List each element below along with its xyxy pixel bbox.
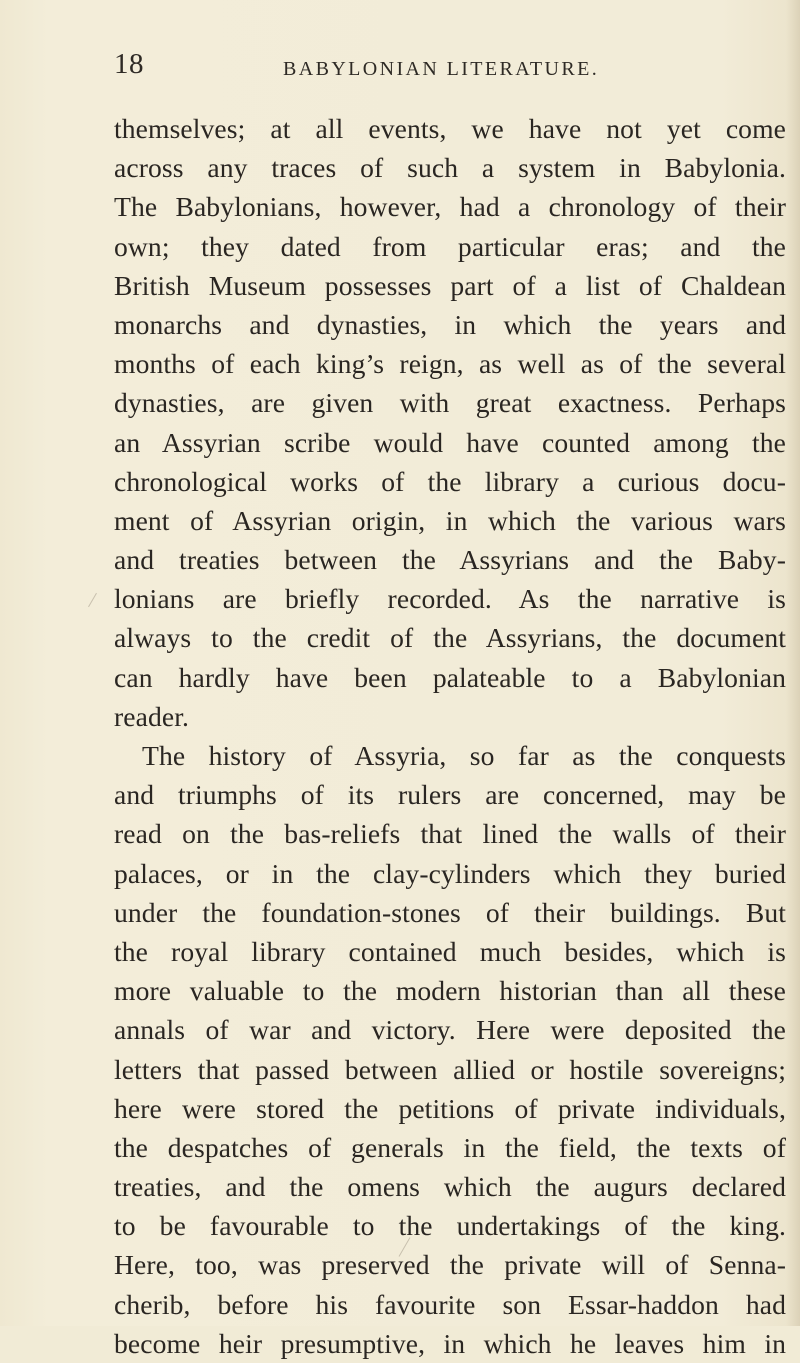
page-number: 18 (114, 48, 144, 80)
text-line: the despatches of generals in the field, the texts of (114, 1131, 786, 1163)
text-line: always to the credit of the Assyrians, the document (114, 622, 786, 654)
body-text (114, 109, 786, 1363)
text-line: read on the bas-reliefs that lined the walls of their (114, 818, 786, 850)
text-line: lonians are briefly recorded. As the narrative is (114, 583, 786, 615)
text-line: across any traces of such a system in Babylonia. (114, 152, 786, 184)
text-line: to be favourable to the undertakings of the king. (114, 1210, 786, 1242)
text-line: cherib, before his favourite son Essar-haddon had (114, 1288, 786, 1320)
page-header (0, 48, 800, 88)
text-line: chronological works of the library a curious docu- (114, 465, 786, 497)
text-line: British Museum possesses part of a list of Chaldean (114, 269, 786, 301)
text-line: treaties, and the omens which the augurs declared (114, 1171, 786, 1203)
text-line: The history of Assyria, so far as the conquests (142, 740, 786, 771)
text-line: the royal library contained much besides, which is (114, 935, 786, 967)
text-line: months of each king’s reign, as well as of the several (114, 348, 786, 380)
text-line: under the foundation-stones of their buildings. But (114, 896, 786, 928)
text-line: The Babylonians, however, had a chronology of their (114, 191, 786, 223)
text-line: Here, too, was preserved the private will of Senna- (114, 1249, 786, 1281)
text-line: an Assyrian scribe would have counted among the (114, 426, 786, 458)
text-line: become heir presumptive, in which he leaves him in (114, 1327, 786, 1359)
text-line: themselves; at all events, we have not yet come (114, 113, 786, 144)
text-line: more valuable to the modern historian than all these (114, 975, 786, 1007)
paper-blemish (88, 593, 97, 607)
text-line: own; they dated from particular eras; and the (114, 230, 786, 262)
text-line: and treaties between the Assyrians and the Baby- (114, 544, 786, 576)
text-line: ment of Assyrian origin, in which the various wars (114, 504, 786, 536)
text-line: letters that passed between allied or hostile sovereigns; (114, 1053, 786, 1085)
text-line: and triumphs of its rulers are concerned, may be (114, 779, 786, 811)
text-line: reader. (114, 700, 189, 732)
running-head: BABYLONIAN LITERATURE. (283, 58, 600, 80)
page-edge-shadow (786, 0, 800, 1326)
text-line: annals of war and victory. Here were deposited the (114, 1014, 786, 1046)
text-line: dynasties, are given with great exactness. Perhaps (114, 387, 786, 419)
text-line: monarchs and dynasties, in which the years and (114, 308, 786, 340)
text-line: palaces, or in the clay-cylinders which they buried (114, 857, 786, 889)
text-line: can hardly have been palateable to a Babylonian (114, 661, 786, 693)
text-line: here were stored the petitions of private individuals, (114, 1092, 786, 1124)
